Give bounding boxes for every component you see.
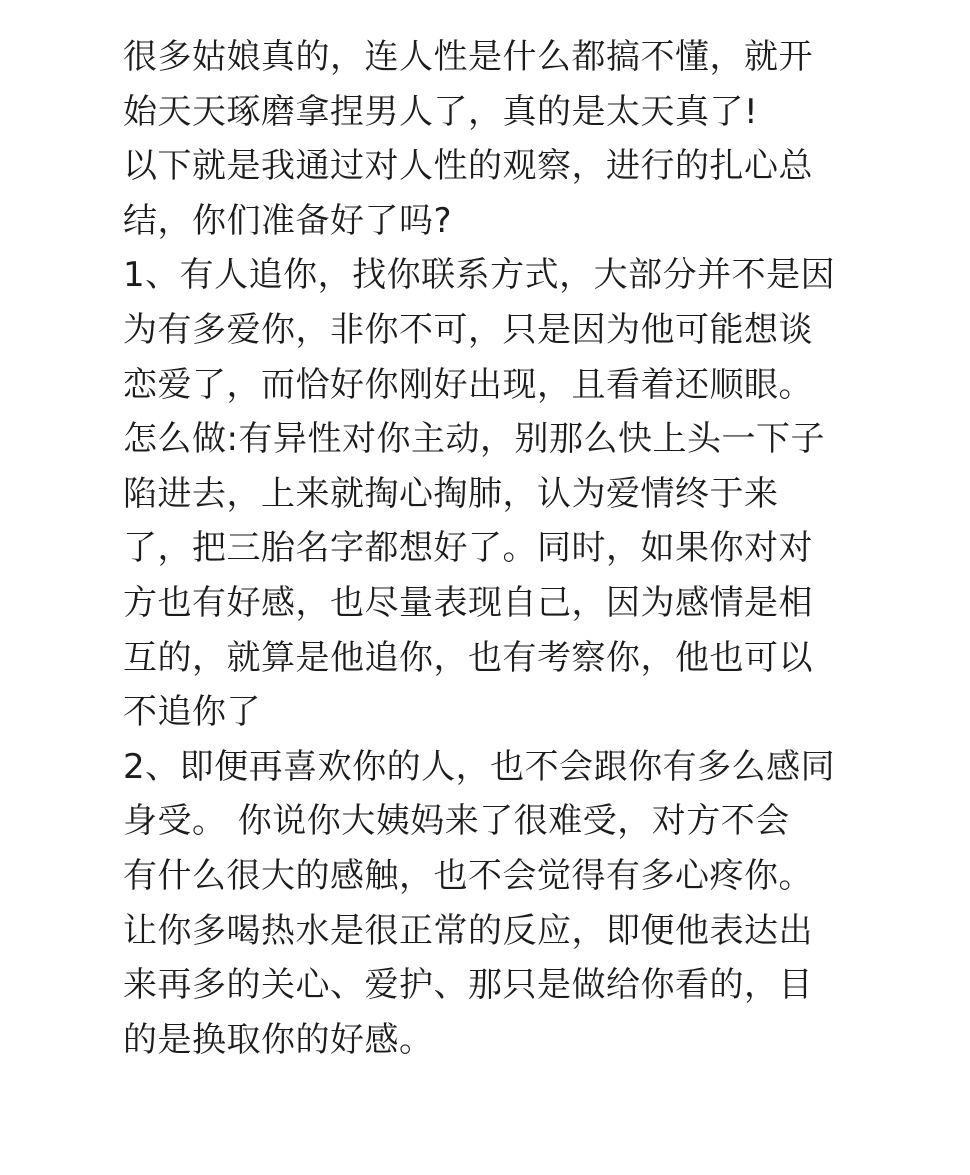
- text-line: 为有多爱你，非你不可，只是因为他可能想谈: [123, 309, 813, 350]
- text-line: 怎么做:有异性对你主动，别那么快上头一下子: [123, 419, 825, 460]
- text-line: 结，你们准备好了吗?: [123, 200, 453, 241]
- text-line: 1、有人追你，找你联系方式，大部分并不是因: [123, 255, 836, 296]
- text-line: 来再多的关心、爱护、那只是做给你看的，目: [123, 965, 813, 1006]
- text-line: 不追你了: [123, 692, 261, 733]
- text-line: 的是换取你的好感。: [123, 1019, 434, 1060]
- text-line: 陷进去，上来就掏心掏肺，认为爱情终于来: [123, 473, 779, 514]
- text-line: 让你多喝热水是很正常的反应，即便他表达出: [123, 910, 813, 951]
- text-line: 有什么很大的感触，也不会觉得有多心疼你。: [123, 855, 813, 896]
- text-line: 始天天琢磨拿捏男人了，真的是太天真了!: [123, 91, 759, 132]
- text-line: 互的，就算是他追你，也有考察你，他也可以: [123, 637, 813, 678]
- text-line: 恋爱了，而恰好你刚好出现，且看着还顺眼。: [123, 364, 813, 405]
- text-line: 了，把三胎名字都想好了。同时，如果你对对: [123, 528, 813, 569]
- text-line: 很多姑娘真的，连人性是什么都搞不懂，就开: [123, 37, 813, 77]
- text-line: 身受。 你说你大姨妈来了很难受，对方不会: [123, 801, 790, 842]
- article-text: [123, 30, 883, 1067]
- text-line: 2、即便再喜欢你的人，也不会跟你有多么感同: [123, 746, 836, 787]
- text-line: 以下就是我通过对人性的观察，进行的扎心总: [123, 146, 813, 187]
- text-line: 方也有好感，也尽量表现自己，因为感情是相: [123, 582, 813, 623]
